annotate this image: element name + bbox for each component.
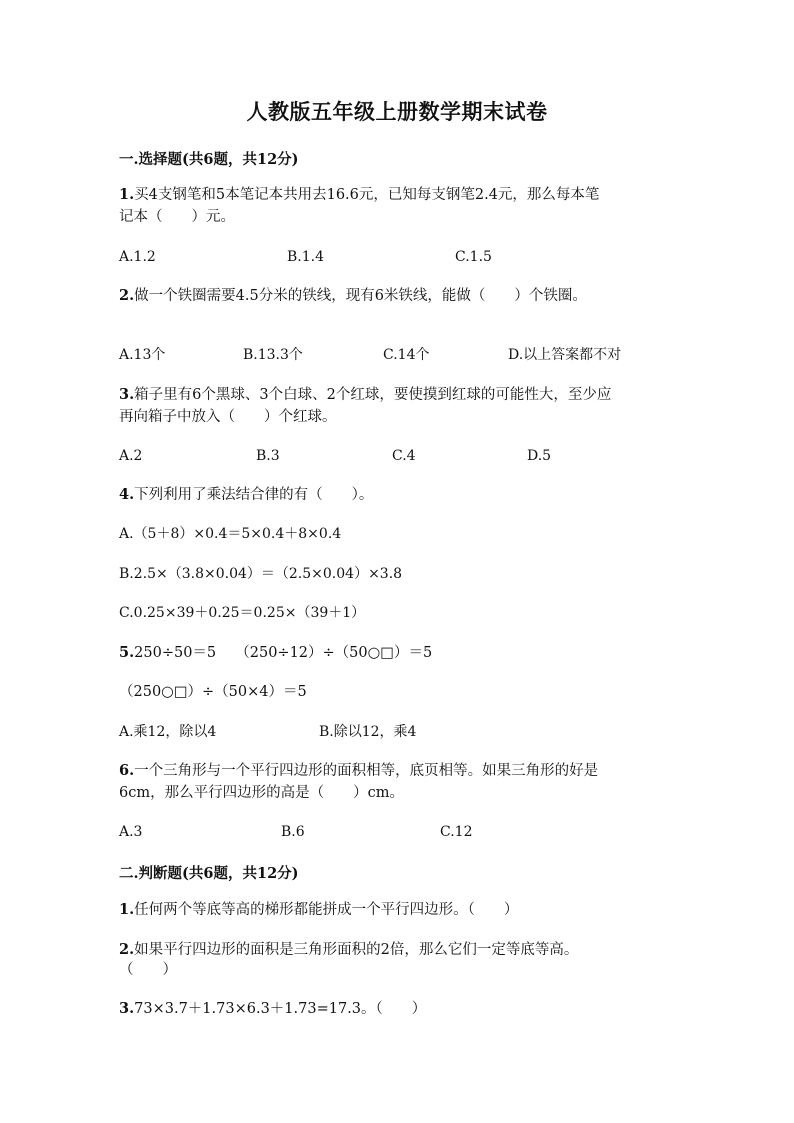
q2-option-d: D.以上答案都不对: [508, 347, 622, 363]
q1-option-b: B.1.4: [287, 249, 325, 265]
question-number: 1.: [119, 901, 135, 918]
question-text: 下列利用了乘法结合律的有（ ）。: [134, 487, 374, 503]
question-5-line-2: （250○□）÷（50×4）＝5: [119, 684, 307, 700]
question-number: 2.: [119, 941, 135, 958]
judge-1-line-1: [119, 899, 679, 921]
q3-option-a: A.2: [119, 448, 143, 464]
q3-option-c: C.4: [392, 448, 416, 464]
q3-option-d: D.5: [527, 448, 552, 464]
q6-option-a: A.3: [119, 824, 143, 840]
q2-option-a: A.13个: [119, 347, 166, 363]
q5-option-a: A.乘12，除以4: [119, 724, 217, 740]
question-text: 买4支钢笔和5本笔记本共用去16.6元，已知每支钢笔2.4元，那么每本笔: [134, 187, 600, 203]
question-3-line-2: 再向箱子中放入（ ）个红球。: [119, 409, 337, 425]
question-5-line-1: [119, 642, 679, 664]
q6-option-b: B.6: [281, 824, 305, 840]
question-text: 如果平行四边形的面积是三角形面积的2倍，那么它们一定等底等高。: [134, 942, 579, 958]
question-number: 4.: [119, 486, 135, 503]
question-text: 73×3.7＋1.73×6.3＋1.73=17.3。（ ）: [134, 1001, 427, 1017]
question-text: 任何两个等底等高的梯形都能拼成一个平行四边形。（ ）: [134, 902, 519, 918]
question-text: 做一个铁圈需要4.5分米的铁线，现有6米铁线，能做（ ）个铁圈。: [134, 288, 587, 304]
section-heading-choice: 一.选择题(共6题，共12分): [119, 151, 299, 168]
q1-option-c: C.1.5: [455, 249, 492, 265]
judge-2-line-2: （ ）: [119, 962, 177, 978]
question-text: 箱子里有6个黑球、3个白球、2个红球，要使摸到红球的可能性大，至少应: [134, 387, 612, 403]
question-number: 2.: [119, 287, 135, 304]
q4-option-b: B.2.5×（3.8×0.04）＝（2.5×0.04）×3.8: [119, 566, 403, 582]
question-text: 一个三角形与一个平行四边形的面积相等，底页相等。如果三角形的好是: [134, 763, 599, 779]
q4-option-a: A.（5＋8）×0.4＝5×0.4＋8×0.4: [119, 526, 342, 542]
question-number: 3.: [119, 1000, 135, 1017]
question-number: 6.: [119, 762, 135, 779]
q3-option-b: B.3: [256, 448, 280, 464]
question-1-line-1: [119, 184, 679, 206]
section-heading-judge: 二.判断题(共6题，共12分): [119, 865, 299, 882]
question-3-line-1: [119, 384, 679, 406]
question-number: 1.: [119, 186, 135, 203]
judge-3-line-1: [119, 998, 679, 1020]
question-number: 5.: [119, 644, 135, 661]
page-title: 人教版五年级上册数学期末试卷: [246, 99, 548, 124]
judge-2-line-1: [119, 939, 679, 961]
question-6-line-2: 6cm，那么平行四边形的高是（ ）cm。: [119, 785, 404, 801]
q1-option-a: A.1.2: [119, 249, 156, 265]
q5-option-b: B.除以12，乘4: [319, 724, 417, 740]
question-4-line-1: [119, 484, 679, 506]
q2-option-c: C.14个: [383, 347, 430, 363]
question-text: 250÷50＝5 （250÷12）÷（50○□）＝5: [134, 645, 433, 661]
question-2-line-1: [119, 285, 679, 307]
q2-option-b: B.13.3个: [243, 347, 303, 363]
q6-option-c: C.12: [440, 824, 473, 840]
question-number: 3.: [119, 386, 135, 403]
question-6-line-1: [119, 760, 679, 782]
question-1-line-2: 记本（ ）元。: [119, 209, 235, 225]
q4-option-c: C.0.25×39＋0.25＝0.25×（39＋1）: [119, 605, 366, 621]
